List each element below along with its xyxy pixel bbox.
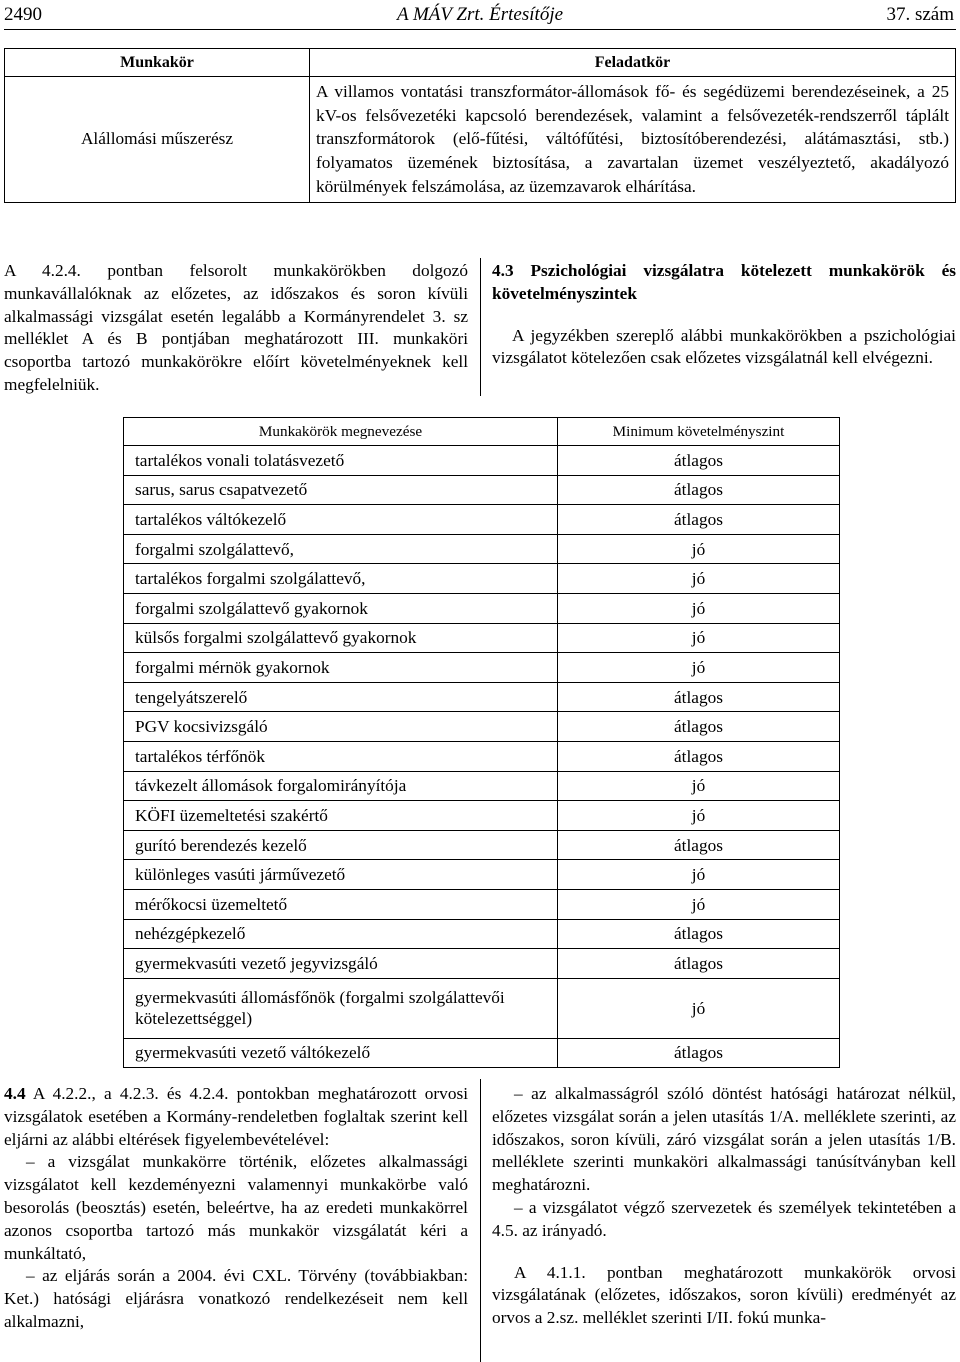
table-row (124, 475, 840, 505)
job-name-cell: forgalmi szolgálattevő, (124, 534, 558, 564)
requirement-rows (124, 446, 840, 1068)
job-name-cell: sarus, sarus csapatvezető (124, 475, 558, 505)
job-name-cell: forgalmi mérnök gyakornok (124, 653, 558, 683)
job-name-cell: különleges vasúti járművezető (124, 860, 558, 890)
intro-paragraph: A 4.2.4. pontban felsorolt munkakörökben dolgozó munkavállalóknak az előzetes, az időszakos és soron kívüli alkalmassági vizsgálat esetén legalább a Kormányrendelet 3. sz melléklet A és B pontjában meghatározott III. munkaköri csoportba tartozó munkakörökre előírt követelményeknek kell megfelelniük. (4, 261, 468, 394)
table-row (124, 919, 840, 949)
job-name-cell: KÖFI üzemeltetési szakértő (124, 801, 558, 831)
list-item: – a vizsgálatot végző szervezetek és személyek tekintetében a 4.5. az irányadó. (492, 1197, 956, 1240)
min-level-cell: átlagos (558, 830, 840, 860)
table-row (124, 446, 840, 476)
table-row (124, 623, 840, 653)
job-name-cell: mérőkocsi üzemeltető (124, 889, 558, 919)
section-4-3-heading (492, 260, 956, 306)
min-level-cell: jó (558, 860, 840, 890)
column-divider (480, 258, 481, 396)
job-name-cell: gyermekvasúti állomásfőnök (forgalmi szolgálattevői kötelezettséggel) (124, 978, 558, 1038)
min-level-cell: jó (558, 653, 840, 683)
table-row (124, 949, 840, 979)
min-level-cell: átlagos (558, 712, 840, 742)
section-4-4-left (4, 1083, 468, 1334)
table-row (124, 771, 840, 801)
job-name-cell: nehézgépkezelő (124, 919, 558, 949)
column-header-job-name: Munkakörök megnevezése (124, 418, 558, 446)
job-name-cell: távkezelt állomások forgalomirányítója (124, 771, 558, 801)
job-duty-table (4, 48, 956, 203)
min-level-cell: átlagos (558, 682, 840, 712)
header-rule (4, 29, 956, 30)
page-number: 2490 (4, 4, 42, 25)
job-name-cell: tartalékos vonali tolatásvezető (124, 446, 558, 476)
job-name-cell: gurító berendezés kezelő (124, 830, 558, 860)
min-level-cell: átlagos (558, 505, 840, 535)
table-row (124, 741, 840, 771)
job-name-cell: tengelyátszerelő (124, 682, 558, 712)
job-name-cell: forgalmi szolgálattevő gyakornok (124, 593, 558, 623)
section-4-3-body: A jegyzékben szereplő alábbi munkakörökben a pszichológiai vizsgálatot kötelezően csak előzetes vizsgálatnál kell elvégezni. (492, 325, 956, 368)
job-name-cell: tartalékos térfőnök (124, 741, 558, 771)
job-name-cell: gyermekvasúti vezető váltókezelő (124, 1038, 558, 1068)
min-level-cell: jó (558, 801, 840, 831)
section-4-4-right (492, 1083, 956, 1330)
min-level-cell: jó (558, 564, 840, 594)
publication-title: A MÁV Zrt. Értesítője (396, 4, 564, 25)
min-level-cell: átlagos (558, 919, 840, 949)
min-level-cell: jó (558, 593, 840, 623)
table-row (124, 830, 840, 860)
min-level-cell: jó (558, 771, 840, 801)
table-row (124, 682, 840, 712)
table-row (124, 653, 840, 683)
section-number: 4.4 (4, 1084, 26, 1103)
min-level-cell: átlagos (558, 475, 840, 505)
table-row (124, 978, 840, 1038)
job-name-cell: külsős forgalmi szolgálattevő gyakornok (124, 623, 558, 653)
table-row (124, 1038, 840, 1068)
section-number: 4.3 (492, 261, 514, 280)
table-row (124, 712, 840, 742)
table-row (124, 564, 840, 594)
min-level-cell: átlagos (558, 741, 840, 771)
min-level-cell: jó (558, 978, 840, 1038)
job-name-cell: gyermekvasúti vezető jegyvizsgáló (124, 949, 558, 979)
column-header-min-level: Minimum követelményszint (558, 418, 840, 446)
table-row (124, 860, 840, 890)
column-divider (480, 1079, 481, 1362)
table-row (124, 505, 840, 535)
min-level-cell: jó (558, 534, 840, 564)
duty-cell: A villamos vontatási transzformátor-állomások fő- és segédüzemi berendezéseinek, a 25 kV-os felsővezetéki kapcsoló berendezések, valamint a felsővezeték-rendszerről táplált transzformátorok (elő-fűtési, váltófűtési, biztosítóberendezési, alátámasztási, stb.) folyamatos üzemének biztosítása, a zavartalan üzemet veszélyeztető, akadályozó körülmények felszámolása, az üzemzavarok elhárítása. (310, 77, 956, 203)
min-level-cell: jó (558, 889, 840, 919)
section-4-4-intro (4, 1083, 468, 1151)
column-header-role: Munkakör (5, 49, 310, 77)
section-title: Pszichológiai vizsgálatra kötelezett munkakörök és követelményszintek (492, 261, 956, 303)
closing-paragraph: A 4.1.1. pontban meghatározott munkakörök orvosi vizsgálatának (előzetes, időszakos, soron kívüli) eredményét az orvos a 2.sz. melléklet szerinti I/II. fokú munka- (492, 1262, 956, 1328)
min-level-cell: átlagos (558, 949, 840, 979)
table-row (124, 534, 840, 564)
table-row (124, 801, 840, 831)
job-name-cell: tartalékos váltókezelő (124, 505, 558, 535)
list-item: – a vizsgálat munkakörre történik, előzetes alkalmassági vizsgálatot kell kezdeményezni valamennyi munkakörbe való besorolás (beosztás) esetén, beleértve, ha az eredeti munkakörrel azonos csoportba tartozó más munkakör vizsgálatát kéri a munkáltató, (4, 1152, 468, 1263)
section-intro-text: A 4.2.2., a 4.2.3. és 4.2.4. pontokban meghatározott orvosi vizsgálatok esetében a Kormány-rendeletben foglaltak szerint kell eljárni az alábbi eltérések figyelembevételével: (4, 1084, 468, 1149)
min-level-cell: átlagos (558, 1038, 840, 1068)
table-row (124, 593, 840, 623)
requirement-table (123, 417, 840, 1068)
list-item: – az eljárás során a 2004. évi CXL. Törvény (továbbiakban: Ket.) hatósági eljárásra vonatkozó rendelkezéseit nem kell alkalmazni, (4, 1266, 468, 1331)
min-level-cell: jó (558, 623, 840, 653)
job-name-cell: PGV kocsivizsgáló (124, 712, 558, 742)
table-row (124, 889, 840, 919)
issue-number: 37. szám (886, 4, 954, 25)
job-name-cell: tartalékos forgalmi szolgálattevő, (124, 564, 558, 594)
list-item: – az alkalmasságról szóló döntést hatósági határozat nélkül, előzetes vizsgálat során a jelen utasítás 1/A. melléklete szerinti, az időszakos, soron kívüli, záró vizsgálat során a jelen utasítás 1/B. melléklete szerinti munkaköri alkalmassági tanúsítványban kell meghatározni. (492, 1084, 956, 1195)
role-cell: Alállomási műszerész (5, 77, 310, 203)
column-header-duty: Feladatkör (310, 49, 956, 77)
min-level-cell: átlagos (558, 446, 840, 476)
section-4-3 (492, 260, 956, 370)
